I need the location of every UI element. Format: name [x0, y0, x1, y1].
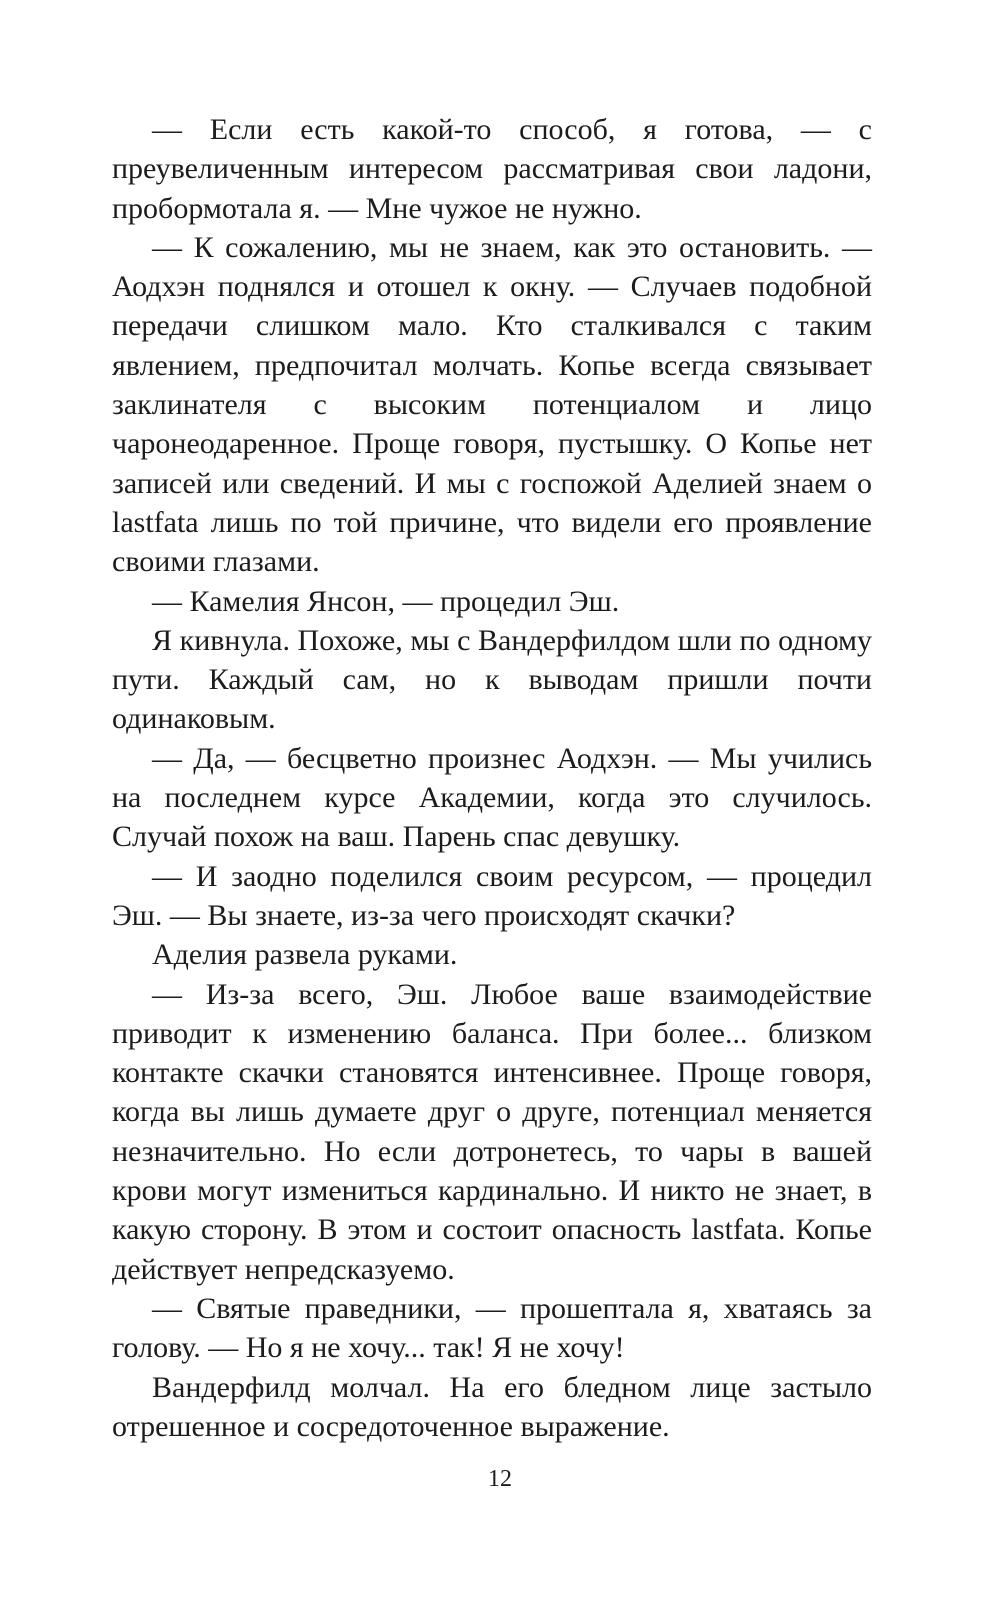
paragraph: Аделия развела руками. — [152, 938, 458, 972]
paragraph: — Если есть какой-то способ, я готова, — с преувеличенным интересом рассматривая свои ладони, пробормотала я. — Мне чужое не нужно. — [112, 113, 872, 225]
body-text — [112, 110, 872, 1446]
paragraph: — К сожалению, мы не знаем, как это остановить. — Аодхэн поднялся и отошел к окну. — Случаев подобной передачи слишком мало. Кто сталкивался с таким явлением, предпочитал молчать. Копье всегда связывает заклинателя с высоким потенциалом и лицо чаронеодаренное. Проще говоря, пустышку. О Копье нет записей или сведений. И мы с госпожой Аделией знаем о lastfata лишь по той причине, что видели его проявление своими глазами. — [112, 230, 872, 579]
paragraph: — И заодно поделился своим ресурсом, — процедил Эш. — Вы знаете, из-за чего происходят скачки? — [112, 859, 872, 932]
paragraph: — Из-за всего, Эш. Любое ваше взаимодействие приводит к изменению баланса. При более... близком контакте скачки становятся интенсивнее. Проще говоря, когда вы лишь думаете друг о друге, потенциал меняется незначительно. Но если дотронетесь, то чары в вашей крови могут измениться кардинально. И никто не знает, в какую сторону. В этом и состоит опасность lastfata. Копье действует непредсказуемо. — [112, 977, 872, 1286]
page-number: 12 — [488, 1466, 512, 1492]
paragraph: — Да, — бесцветно произнес Аодхэн. — Мы учились на последнем курсе Академии, когда это случилось. Случай похож на ваш. Парень спас девушку. — [112, 741, 872, 854]
paragraph: — Камелия Янсон, — процедил Эш. — [152, 584, 620, 618]
paragraph: — Святые праведники, — прошептала я, хватаясь за голову. — Но я не хочу... так! Я не хочу! — [112, 1291, 872, 1365]
paragraph: Вандерфилд молчал. На его бледном лице застыло отрешенное и сосредоточенное выражение. — [112, 1370, 872, 1443]
paragraph: Я кивнула. Похоже, мы с Вандерфилдом шли по одному пути. Каждый сам, но к выводам пришли почти одинаковым. — [112, 623, 872, 736]
